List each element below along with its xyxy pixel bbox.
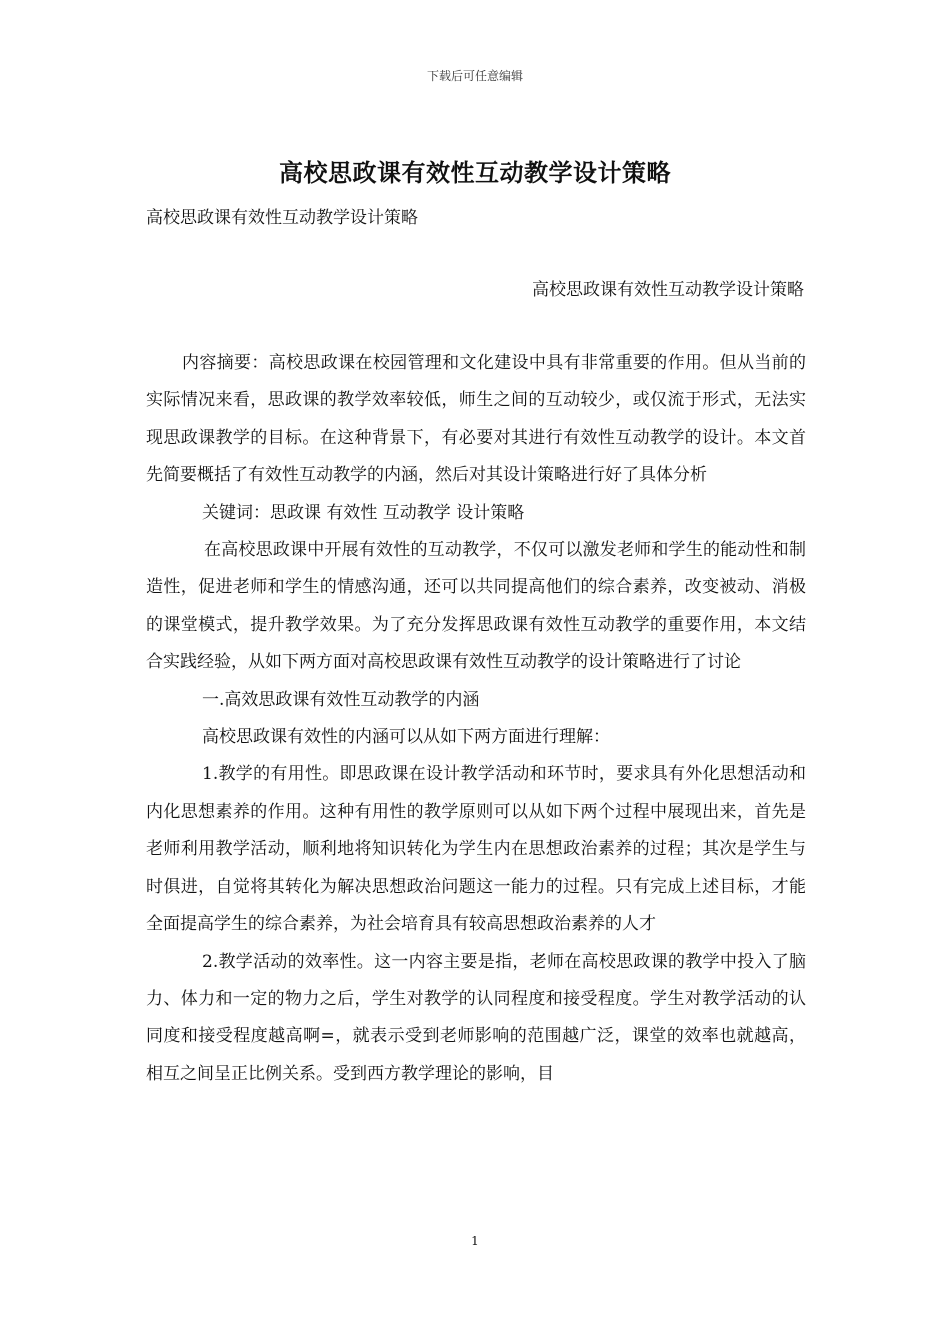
subtitle-left: 高校思政课有效性互动教学设计策略 — [146, 208, 418, 228]
page-number: 1 — [471, 1234, 479, 1248]
header-note: 下载后可任意编辑 — [426, 69, 523, 83]
keywords-paragraph: 关键词：思政课 有效性 互动教学 设计策略 — [202, 502, 525, 523]
document-title: 高校思政课有效性互动教学设计策略 — [279, 159, 671, 187]
abstract-paragraph: 内容摘要：高校思政课在校园管理和文化建设中具有非常重要的作用。但从当前的实际情况来看，思政课的教学效率较低，师生之间的互动较少，或仅流于形式，无法实现思政课教学的目标。在这种背景下，有必要对其进行有效性互动教学的设计。本文首先简要概括了有效性互动教学的内涵，然后对其设计策略进行好了具体分析 — [146, 353, 806, 486]
section1-lead-paragraph: 高校思政课有效性的内涵可以从如下两方面进行理解： — [202, 727, 610, 748]
body-text — [146, 345, 806, 1093]
subtitle-right: 高校思政课有效性互动教学设计策略 — [532, 280, 804, 300]
point2-paragraph: 2.教学活动的效率性。这一内容主要是指，老师在高校思政课的教学中投入了脑力、体力和一定的物力之后，学生对教学的认同程度和接受程度。学生对教学活动的认同度和接受程度越高啊=，就表示受到老师影响的范围越广泛，课堂的效率也就越高，相互之间呈正比例关系。受到西方教学理论的影响，目 — [146, 951, 806, 1084]
point1-paragraph: 1.教学的有用性。即思政课在设计教学活动和环节时，要求具有外化思想活动和内化思想素养的作用。这种有用性的教学原则可以从如下两个过程中展现出来，首先是老师利用教学活动，顺利地将知识转化为学生内在思想政治素养的过程；其次是学生与时俱进，自觉将其转化为解决思想政治问题这一能力的过程。只有完成上述目标，才能全面提高学生的综合素养，为社会培育具有较高思想政治素养的人才 — [146, 764, 806, 935]
intro-paragraph: 在高校思政课中开展有效性的互动教学，不仅可以激发老师和学生的能动性和制造性，促进老师和学生的情感沟通，还可以共同提高他们的综合素养，改变被动、消极的课堂模式，提升教学效果。为了充分发挥思政课有效性互动教学的重要作用，本文结合实践经验，从如下两方面对高校思政课有效性互动教学的设计策略进行了讨论 — [146, 540, 806, 673]
section1-heading: 一.高效思政课有效性互动教学的内涵 — [202, 689, 480, 710]
